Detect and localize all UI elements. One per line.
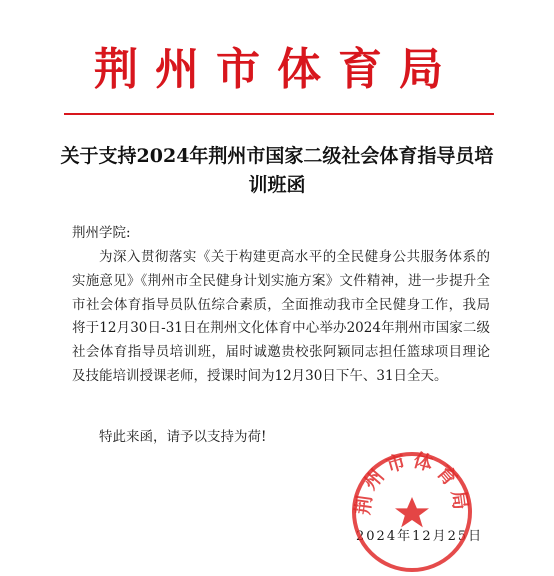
body-paragraph: 为深入贯彻落实《关于构建更高水平的全民健身公共服务体系的实施意见》《荆州市全民健身计划实施方案》文件精神，进一步提升全市社会体育指导员队伍综合素质，全面推动我市全民健身工作，我局将于12月30日-31日在荆州文化体育中心举办2024年荆州市国家二级社会体育指导员培训班，届时诚邀贵校张阿颖同志担任篮球项目理论及技能培训授课老师，授课时间为12月30日下午、31日全天。 (72, 249, 490, 384)
closing-line: 特此来函，请予以支持为荷! (99, 429, 267, 445)
official-seal-stamp (348, 448, 476, 576)
document-date: 2024年12月25日 (356, 529, 484, 544)
letterhead-divider (64, 113, 494, 115)
salutation: 荆州学院: (72, 225, 131, 241)
seal-star-icon (395, 497, 429, 527)
letterhead-title: 荆州市体育局 (94, 44, 460, 95)
document-title: 关于支持2024年荆州市国家二级社会体育指导员培训班函 (60, 145, 494, 196)
seal-arc-text: 荆州市体育局 (351, 449, 473, 517)
